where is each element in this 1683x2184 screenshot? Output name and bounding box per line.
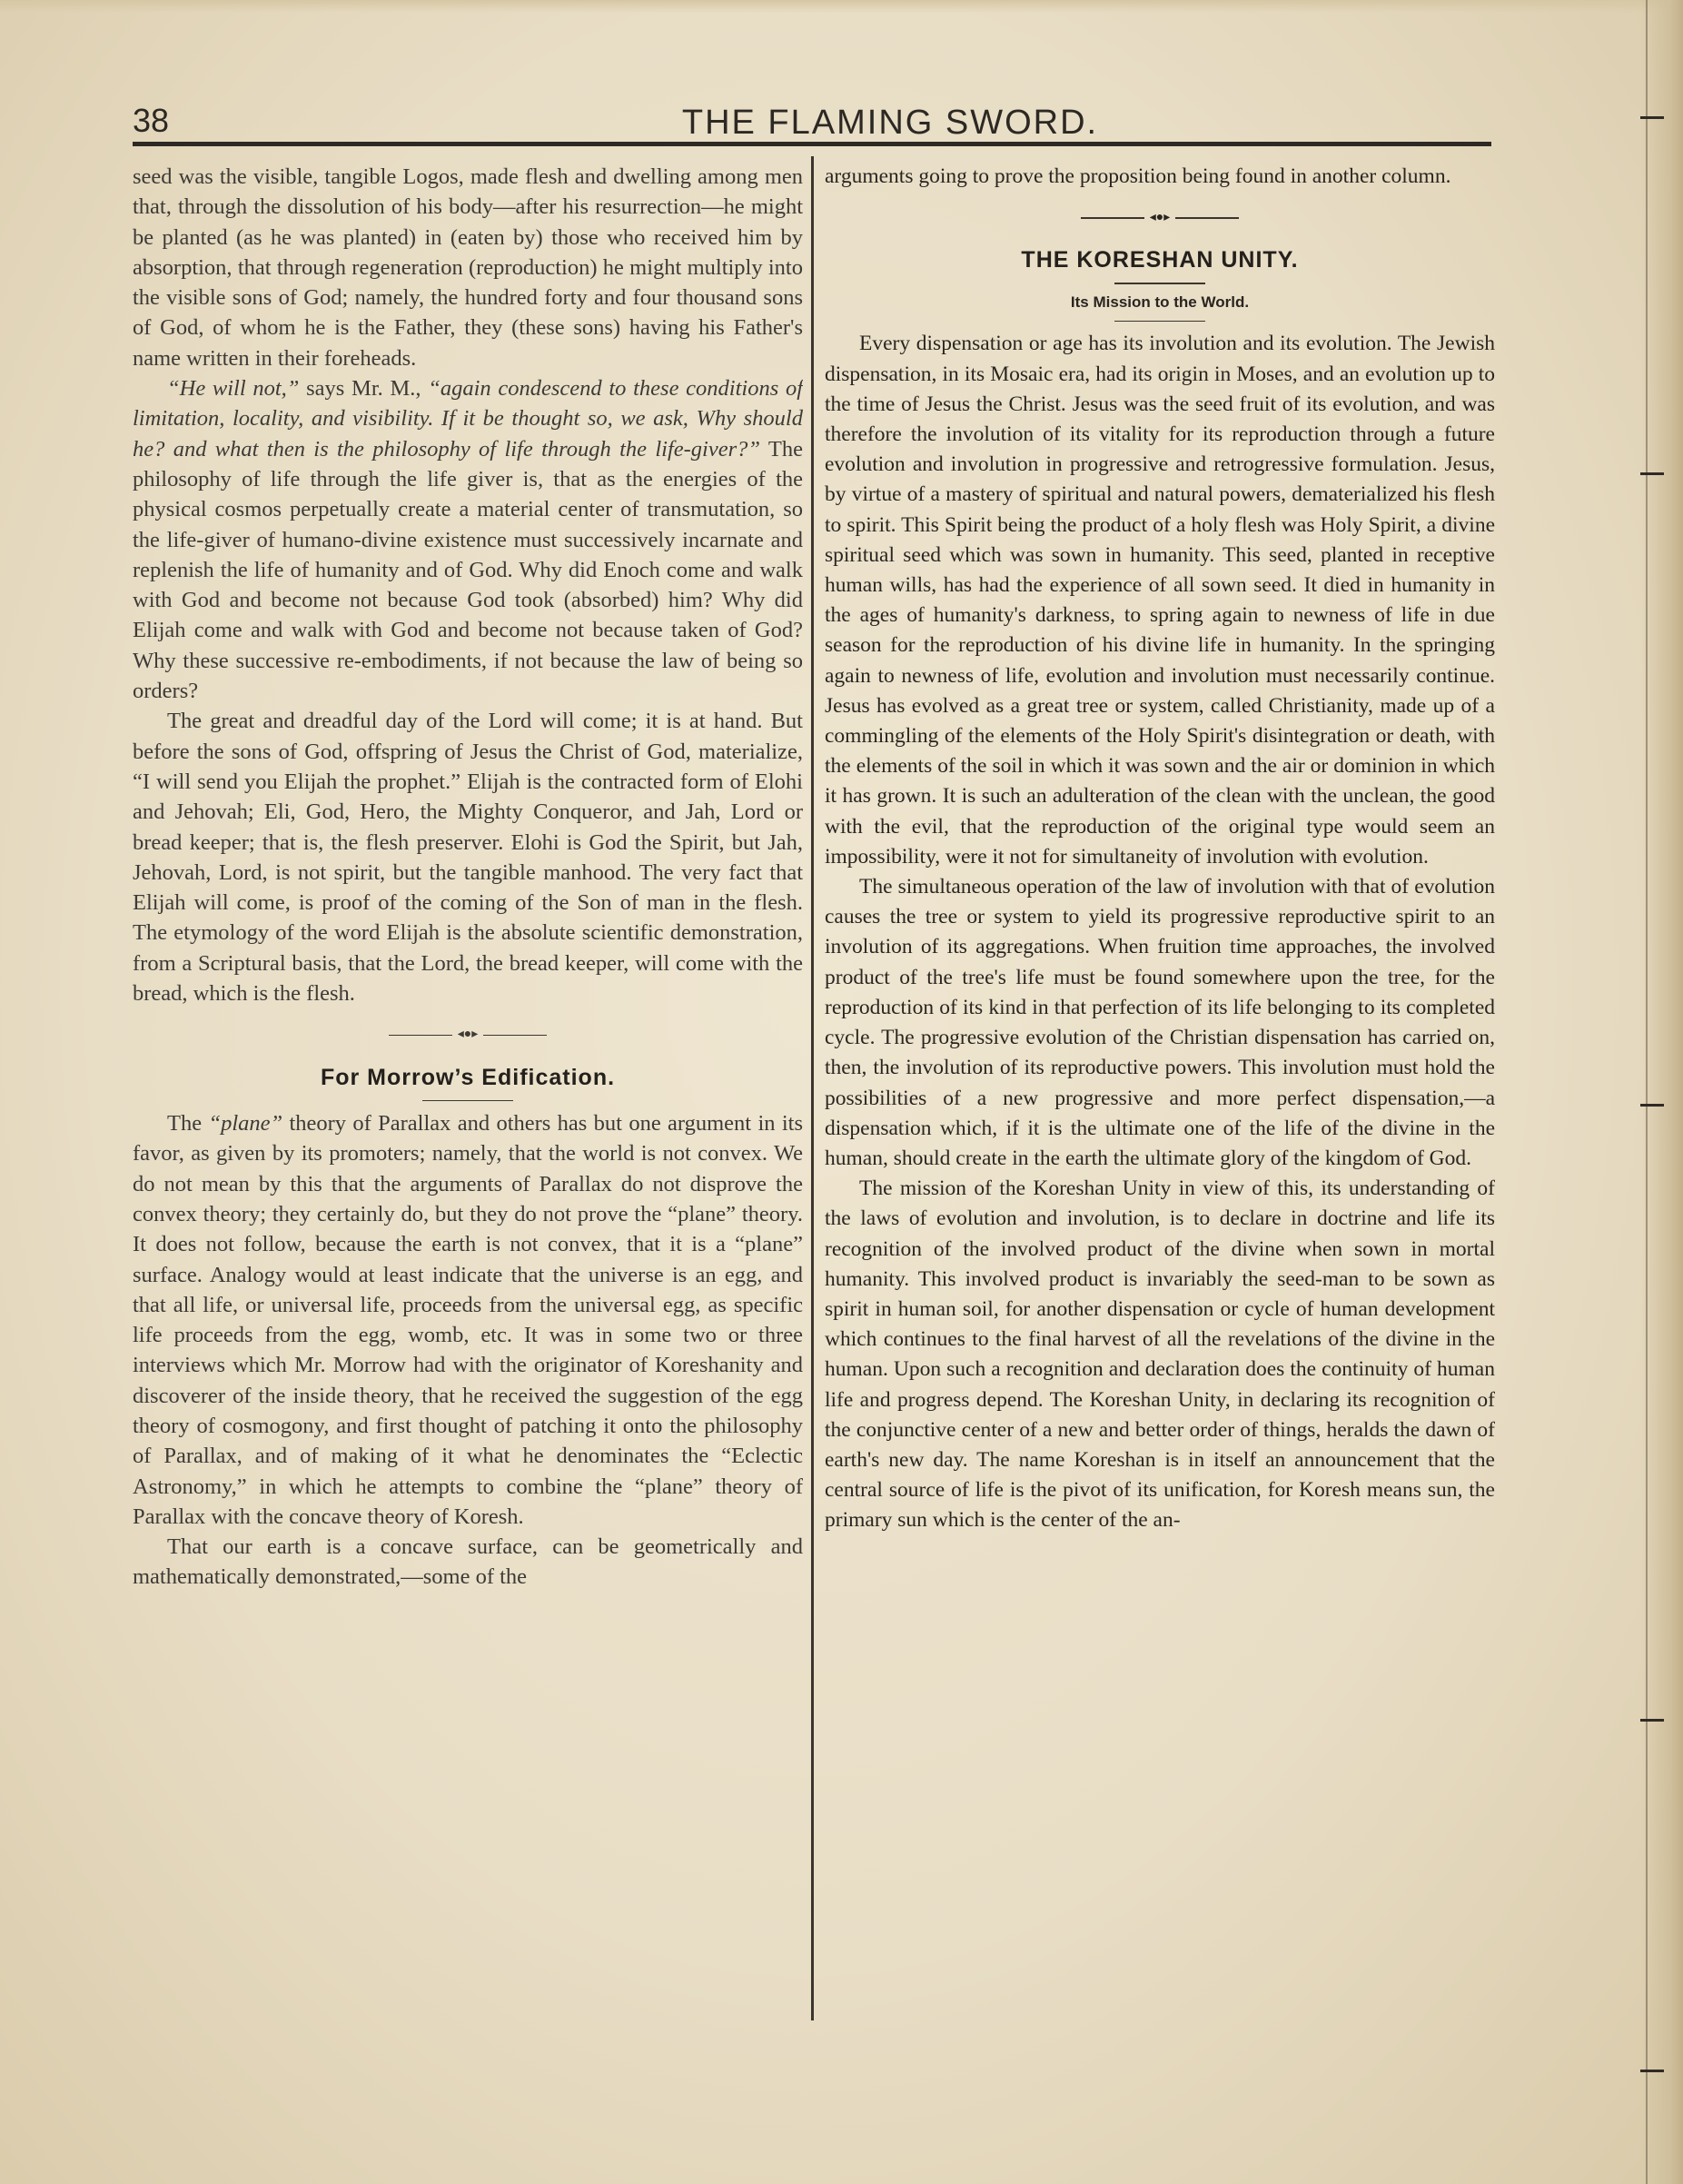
paragraph-text: The philosophy of life through the life giver is, that as the energies of the physical cosmos perpetually create a material center of transmutation, so the life-giver of humano-divine existence must successively incarnate and replenish the life of humanity and of God. Why did Enoch come and walk with God and become not because God took (absorbed) him? Why did Elijah come and walk with God and become not because taken of God? Why these successive re-embodiments, if not because the law of being so orders? — [133, 436, 803, 704]
left-column — [133, 162, 803, 1593]
binding-stitch-mark — [1640, 2070, 1664, 2072]
section-subheading: Its Mission to the World. — [1070, 293, 1250, 311]
right-column — [825, 162, 1495, 1536]
page-top-shadow — [0, 0, 1683, 13]
section-ornament: ◂●▸ — [133, 1028, 803, 1041]
binding-stitch-mark — [1640, 116, 1664, 119]
section-ornament: ◂●▸ — [825, 212, 1495, 224]
heading-rule — [422, 1100, 513, 1102]
binding-stitch-mark — [1640, 1104, 1664, 1107]
header-rule — [133, 142, 1491, 146]
page-number: 38 — [133, 102, 170, 139]
paragraph: The great and dreadful day of the Lord will come; it is at hand. But before the sons of God, offspring of Jesus the Christ of God, materialize, “I will send you Elijah the prophet.” Elijah is the contracted form of Elohi and Jehovah; Eli, God, Hero, the Mighty Conqueror, and Jah, Lord or bread keeper; that is, the flesh preserver. Elohi is God the Spirit, but Jah, Jehovah, Lord, is not spirit, but the tangible manhood. The very fact that Elijah will come, is proof of the coming of the Son of man in the flesh. The etymology of the word Elijah is the absolute scientific demonstration, from a Scriptural basis, that the Lord, the bread keeper, will come with the bread, which is the flesh. — [133, 709, 803, 1007]
italic-term: “plane” — [208, 1111, 283, 1137]
heading-rule — [1114, 283, 1205, 284]
paragraph: That our earth is a concave surface, can be geometrically and mathematically demonstrated,—some of the — [133, 1534, 803, 1590]
section-heading: For Morrow’s Edification. — [320, 1064, 616, 1090]
quote: “again condescend to these conditions of limitation, locality, and visibility. If it be thought so, we ask, Why should he? and what then is the philosophy of life through the life-giver?” — [133, 376, 803, 462]
binding-stitch-mark — [1640, 472, 1664, 475]
paragraph: arguments going to prove the proposition being found in another column. — [825, 164, 1451, 188]
subheading-rule — [1114, 321, 1205, 323]
binding-stitch-mark — [1640, 1719, 1664, 1722]
column-divider — [811, 156, 814, 2020]
paragraph: Every dispensation or age has its involution and its evolution. The Jewish dispensation, in its Mosaic era, had its origin in Moses, and an evolution up to the time of Jesus the Christ. Jesus was the seed fruit of its evolution, and was therefore the involution of its vitality for its reproduction through a future evolution and involution in progressive and retrogressive formulation. Jesus, by virtue of a mastery of spiritual and natural powers, dematerialized his flesh to spirit. This Spirit being the product of a holy flesh was Holy Spirit, a divine spiritual seed which was sown in humanity. This seed, planted in receptive human wills, has had the experience of all sown seed. It died in humanity in the ages of humanity's darkness, to spring again to newness of life in due season for the reproduction of his divine life in humanity. In the springing again to newness of life, evolution and involution must necessarily continue. Jesus has evolved as a great tree or system, called Christianity, made up of a commingling of the elements of the Holy Spirit's disintegration or death, with the elements of the soil in which it was sown and the air or dominion in which it has grown. It is such an adulteration of the clean with the unclean, the good with the evil, that the reproduction of the original type would seem an impossibility, were it not for simultaneity of involution with evolution. — [825, 332, 1495, 869]
paragraph-text: theory of Parallax and others has but one argument in its favor, as given by its promoters; namely, that the world is not convex. We do not mean by this that the arguments of Parallax do not disprove the convex theory; they certainly do, but they do not prove the “plane” theory. It does not follow, because the earth is not convex, that it is a “plane” surface. Analogy would at least indicate that the universe is an egg, and that all life, or universal life, proceeds from the universal egg, as specific life proceeds from the egg, womb, etc. It was in some two or three interviews which Mr. Morrow had with the originator of Koreshanity and discoverer of the inside theory, that he received the suggestion of the egg theory of cosmogony, and first thought of patching it onto the philosophy of Parallax, and of making of it what he denominates the “Eclectic Astronomy,” in which he attempts to combine the “plane” theory of Parallax with the concave theory of Koresh. — [133, 1111, 803, 1529]
binding-fold-line — [1646, 0, 1648, 2184]
attribution: says Mr. M., — [299, 376, 429, 402]
section-heading: THE KORESHAN UNITY. — [1021, 247, 1299, 273]
quote: “He will not,” — [167, 376, 300, 402]
paragraph-text: The — [167, 1111, 209, 1137]
paragraph — [133, 373, 803, 706]
running-title: THE FLAMING SWORD. — [681, 104, 1099, 142]
paragraph — [133, 1108, 803, 1532]
paragraph: The simultaneous operation of the law of involution with that of evolution causes the tree or system to yield its progressive reproductive spirit to an involution of its aggregations. When fruition time approaches, the involved product of the tree's life must be found somewhere upon the tree, for the reproduction of its kind in that perfection of its life belonging to its completed cycle. The progressive evolution of the Christian dispensation has carried on, then, the involution of its reproductive powers. This involution must hold the possibilities of a new progressive and more perfect dispensation,—a dispensation which, if it is the ultimate one of the life of the divine in the human, should create in the earth the ultimate glory of the kingdom of God. — [825, 875, 1495, 1170]
paragraph: seed was the visible, tangible Logos, made flesh and dwelling among men that, through the dissolution of his body—after his resurrection—he might be planted (as he was planted) in (eaten by) those who received him by absorption, that through regeneration (reproduction) he might multiply into the visible sons of God; namely, the hundred forty and four thousand sons of God, of whom he is the Father, they (these sons) having his Father's name written in their foreheads. — [133, 164, 803, 371]
paragraph: The mission of the Koreshan Unity in view of this, its understanding of the laws of evolution and involution, is to declare in doctrine and life its recognition of the involved product of the divine when sown in mortal humanity. This involved product is invariably the seed-man to be sown as spirit in human soil, for another dispensation or cycle of human development which continues to the final harvest of all the revelations of the divine in the human. Upon such a recognition and declaration does the continuity of human life and progress depend. The Koreshan Unity, in declaring its recognition of the conjunctive center of a new and better order of things, heralds the dawn of earth's new day. The name Koreshan is in itself an announcement that the central source of life is the pivot of its unification, for Koresh means sun, the primary sun which is the center of the an- — [825, 1176, 1495, 1533]
